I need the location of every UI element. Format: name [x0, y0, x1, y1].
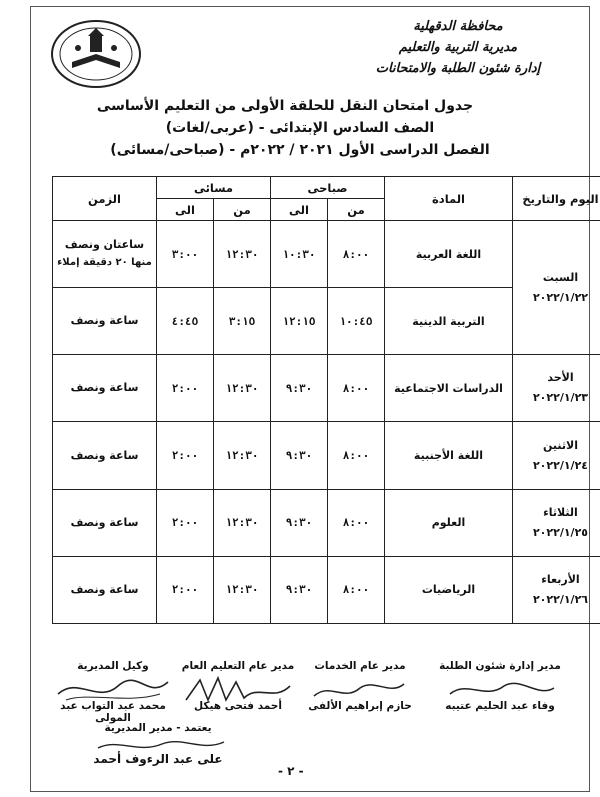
- duration-cell: ساعة ونصف: [53, 355, 157, 422]
- signatory-role: مدير عام التعليم العام: [181, 660, 295, 672]
- signatory-role: مدير إدارة شئون الطلبة: [439, 660, 561, 672]
- subject-cell: التربية الدينية: [385, 288, 513, 355]
- directorate-name: مديرية التربية والتعليم: [398, 40, 518, 55]
- day-date: ٢٠٢٢/١/٢٦: [532, 592, 589, 606]
- morning-from: ٨:٠٠: [328, 221, 385, 288]
- header-morning-from: من: [328, 199, 385, 221]
- subject-cell: اللغة العربية: [385, 221, 513, 288]
- morning-to: ١٢:١٥: [271, 288, 328, 355]
- day-cell: [513, 221, 600, 355]
- handwritten-signature-icon: [48, 674, 178, 708]
- day-cell: [513, 422, 600, 489]
- morning-from: ٨:٠٠: [328, 355, 385, 422]
- day-cell: [513, 489, 600, 556]
- grade-subtitle: الصف السادس الإبتدائى - (عربى/لغات): [165, 120, 435, 136]
- director-approval: يعتمد - مدير المديرية: [104, 722, 212, 734]
- morning-to: ٩:٣٠: [271, 355, 328, 422]
- evening-from: ٣:١٥: [214, 288, 271, 355]
- header-evening-to: الى: [157, 199, 214, 221]
- authority-header: [358, 16, 558, 79]
- signature-director: [78, 722, 238, 772]
- document-title: جدول امتحان النقل للحلقة الأولى من التعليم الأساسى: [96, 98, 474, 114]
- day-name: الاثنين: [543, 438, 578, 452]
- subject-cell: العلوم: [385, 489, 513, 556]
- evening-from: ١٢:٣٠: [214, 355, 271, 422]
- header-time: الزمن: [53, 177, 157, 221]
- department-name: إدارة شئون الطلبة والامتحانات: [375, 61, 541, 76]
- table-row: [53, 355, 600, 422]
- signatory-name: حازم إبراهيم الألفى: [308, 700, 412, 712]
- day-name: الأحد: [547, 371, 574, 385]
- governorate-name: محافظة الدقهلية: [413, 19, 503, 34]
- duration-note: منها ٢٠ دقيقة إملاء: [57, 257, 152, 269]
- duration-cell: [53, 221, 157, 288]
- duration-cell: ساعة ونصف: [53, 489, 157, 556]
- day-name: الأربعاء: [541, 572, 580, 586]
- subject-cell: الرياضيات: [385, 556, 513, 623]
- handwritten-signature-icon: [430, 674, 570, 708]
- exam-schedule-table: [52, 176, 600, 624]
- morning-from: ٨:٠٠: [328, 556, 385, 623]
- day-cell: [513, 355, 600, 422]
- header-evening-from: من: [214, 199, 271, 221]
- signatory-name: محمد عبد التواب عبد المولى: [60, 700, 166, 724]
- day-name: السبت: [542, 270, 579, 284]
- handwritten-signature-icon: [178, 674, 298, 708]
- day-date: ٢٠٢٢/١/٢٢: [532, 290, 589, 304]
- morning-from: ١٠:٤٥: [328, 288, 385, 355]
- signatory-role: مدير المديرية: [104, 722, 173, 734]
- subject-cell: اللغة الأجنبية: [385, 422, 513, 489]
- morning-to: ٩:٣٠: [271, 489, 328, 556]
- signature-students-affairs: [430, 660, 570, 720]
- day-cell: [513, 556, 600, 623]
- header-day-date: اليوم والتاريخ: [513, 177, 600, 221]
- morning-to: ٩:٣٠: [271, 556, 328, 623]
- signatory-name: وفاء عبد الحليم عتيبه: [445, 700, 555, 712]
- signatory-name: على عبد الرءوف أحمد: [93, 752, 223, 766]
- signature-services: [300, 660, 420, 720]
- subject-cell: الدراسات الاجتماعية: [385, 355, 513, 422]
- signatory-role: وكيل المديرية: [77, 660, 149, 672]
- duration-cell: ساعة ونصف: [53, 288, 157, 355]
- morning-from: ٨:٠٠: [328, 422, 385, 489]
- day-name: الثلاثاء: [543, 505, 578, 519]
- table-row: [53, 221, 600, 288]
- day-date: ٢٠٢٢/١/٢٥: [532, 525, 589, 539]
- evening-to: ٤:٤٥: [157, 288, 214, 355]
- evening-from: ١٢:٣٠: [214, 221, 271, 288]
- header-subject: المادة: [385, 177, 513, 221]
- evening-to: ٢:٠٠: [157, 355, 214, 422]
- morning-to: ١٠:٣٠: [271, 221, 328, 288]
- header-morning-to: الى: [271, 199, 328, 221]
- logo-emblem-icon: [50, 18, 142, 90]
- evening-from: ١٢:٣٠: [214, 489, 271, 556]
- term-subtitle: الفصل الدراسى الأول ٢٠٢١ / ٢٠٢٢م - (صباحى/مسائى): [110, 142, 490, 158]
- evening-to: ٢:٠٠: [157, 422, 214, 489]
- header-evening: مسائى: [157, 177, 271, 199]
- signature-deputy: [48, 660, 178, 724]
- duration-cell: ساعة ونصف: [53, 422, 157, 489]
- evening-to: ٢:٠٠: [157, 556, 214, 623]
- handwritten-signature-icon: [300, 674, 420, 708]
- directorate-logo: [50, 18, 142, 90]
- duration-cell: ساعة ونصف: [53, 556, 157, 623]
- handwritten-signature-icon: [78, 734, 238, 758]
- table-row: [53, 422, 600, 489]
- evening-from: ١٢:٣٠: [214, 556, 271, 623]
- day-date: ٢٠٢٢/١/٢٣: [532, 391, 589, 405]
- page-number: - ٢ -: [278, 764, 304, 778]
- duration-text: ساعتان ونصف: [64, 238, 145, 252]
- approve-label: يعتمد: [184, 722, 212, 734]
- header-morning: صباحى: [271, 177, 385, 199]
- document-title-block: [60, 95, 540, 161]
- signatory-role: مدير عام الخدمات: [314, 660, 406, 672]
- evening-to: ٢:٠٠: [157, 489, 214, 556]
- table-row: [53, 489, 600, 556]
- table-row: [53, 556, 600, 623]
- day-date: ٢٠٢٢/١/٢٤: [532, 458, 589, 472]
- morning-to: ٩:٣٠: [271, 422, 328, 489]
- morning-from: ٨:٠٠: [328, 489, 385, 556]
- signatory-name: أحمد فتحى هيكل: [194, 700, 282, 712]
- signature-general-education: [178, 660, 298, 720]
- evening-from: ١٢:٣٠: [214, 422, 271, 489]
- evening-to: ٣:٠٠: [157, 221, 214, 288]
